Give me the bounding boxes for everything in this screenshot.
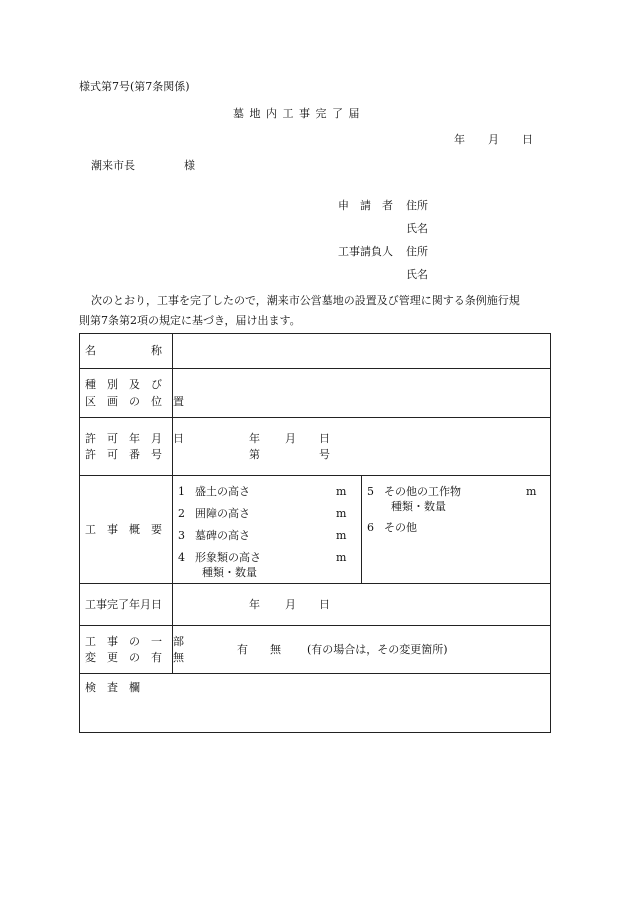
completion-year-label: 年 — [249, 598, 260, 611]
overview-item-3-no: 3 — [178, 529, 185, 542]
contractor-label: 工事請負人 — [338, 245, 393, 258]
applicant-address-label: 住所 — [406, 199, 428, 212]
permit-date-label: 許 可 年 月 日 — [85, 432, 184, 445]
completion-label-cell — [80, 584, 173, 626]
overview-item-3-text: 墓碑の高さ — [195, 529, 250, 542]
inspection-label: 検 査 欄 — [85, 681, 140, 694]
overview-item-2-unit: m — [336, 507, 347, 520]
table-row-inspection — [80, 674, 551, 733]
date-day-label: 日 — [522, 133, 533, 146]
table-row-name — [80, 334, 551, 369]
body-text-line-1: 次のとおり，工事を完了したので，潮来市公営墓地の設置及び管理に関する条例施行規 — [91, 294, 520, 307]
permit-day-label: 日 — [319, 432, 330, 445]
permit-number-suffix: 号 — [319, 448, 330, 461]
overview-item-5-text: その他の工作物 — [384, 485, 461, 498]
overview-item-6-text: その他 — [384, 521, 417, 534]
overview-item-4-no: 4 — [178, 551, 185, 564]
change-note: (有の場合は，その変更箇所) — [307, 643, 448, 656]
name-label-cell — [80, 334, 173, 369]
permit-number-prefix: 第 — [249, 448, 260, 461]
overview-item-2-no: 2 — [178, 507, 185, 520]
table-row-permit — [80, 418, 551, 476]
overview-item-6-no: 6 — [367, 521, 374, 534]
overview-left-cell[interactable] — [173, 476, 362, 584]
change-value-cell[interactable] — [173, 626, 551, 674]
addressee-name: 潮来市長 — [91, 159, 135, 172]
applicant-label: 申 請 者 — [338, 199, 393, 212]
overview-item-4-sub: 種類・数量 — [202, 566, 257, 579]
type-label-line-2: 区 画 の 位 置 — [85, 395, 184, 408]
permit-label-cell — [80, 418, 184, 476]
form-number: 様式第7号(第7条関係) — [79, 80, 190, 93]
notification-form-table — [79, 333, 551, 733]
permit-number-label: 許 可 番 号 — [85, 448, 162, 461]
overview-right-cell[interactable] — [362, 476, 551, 584]
table-row-completion — [80, 584, 551, 626]
overview-item-5-no: 5 — [367, 485, 374, 498]
overview-item-3-unit: m — [336, 529, 347, 542]
name-value-cell[interactable] — [173, 334, 551, 369]
change-label-line-1: 工 事 の 一 部 — [85, 635, 184, 648]
type-value-cell[interactable] — [173, 369, 551, 418]
completion-day-label: 日 — [319, 598, 330, 611]
type-label-line-1: 種 別 及 び — [85, 378, 162, 391]
body-text-line-2: 則第7条第2項の規定に基づき，届け出ます。 — [79, 314, 301, 327]
change-label-line-2: 変 更 の 有 無 — [85, 651, 184, 664]
overview-item-4-unit: m — [336, 551, 347, 564]
overview-item-1-no: 1 — [178, 485, 185, 498]
change-label-cell — [80, 626, 184, 674]
overview-item-5-unit: m — [526, 485, 537, 498]
permit-value-cell[interactable] — [173, 418, 551, 476]
contractor-address-label: 住所 — [406, 245, 428, 258]
overview-item-2-text: 囲障の高さ — [195, 507, 250, 520]
contractor-name-label: 氏名 — [406, 268, 428, 281]
change-presence-options: 有 無 — [237, 643, 281, 656]
overview-item-5-sub: 種類・数量 — [391, 500, 446, 513]
document-title: 墓 地 内 工 事 完 了 届 — [233, 107, 361, 120]
overview-item-1-unit: m — [336, 485, 347, 498]
overview-item-4-text: 形象類の高さ — [195, 551, 261, 564]
overview-item-1-text: 盛土の高さ — [195, 485, 250, 498]
completion-label: 工事完了年月日 — [85, 598, 162, 611]
date-year-label: 年 — [454, 133, 465, 146]
completion-value-cell[interactable] — [173, 584, 551, 626]
inspection-cell[interactable] — [80, 674, 551, 733]
permit-month-label: 月 — [285, 432, 296, 445]
overview-label: 工 事 概 要 — [85, 523, 162, 536]
addressee-honorific: 様 — [184, 159, 195, 172]
name-label: 名 称 — [85, 344, 162, 357]
completion-month-label: 月 — [285, 598, 296, 611]
permit-year-label: 年 — [249, 432, 260, 445]
table-row-overview — [80, 476, 551, 584]
overview-label-cell — [80, 476, 173, 584]
table-row-type — [80, 369, 551, 418]
type-label-cell — [80, 369, 184, 418]
applicant-name-label: 氏名 — [406, 222, 428, 235]
table-row-change — [80, 626, 551, 674]
date-month-label: 月 — [488, 133, 499, 146]
